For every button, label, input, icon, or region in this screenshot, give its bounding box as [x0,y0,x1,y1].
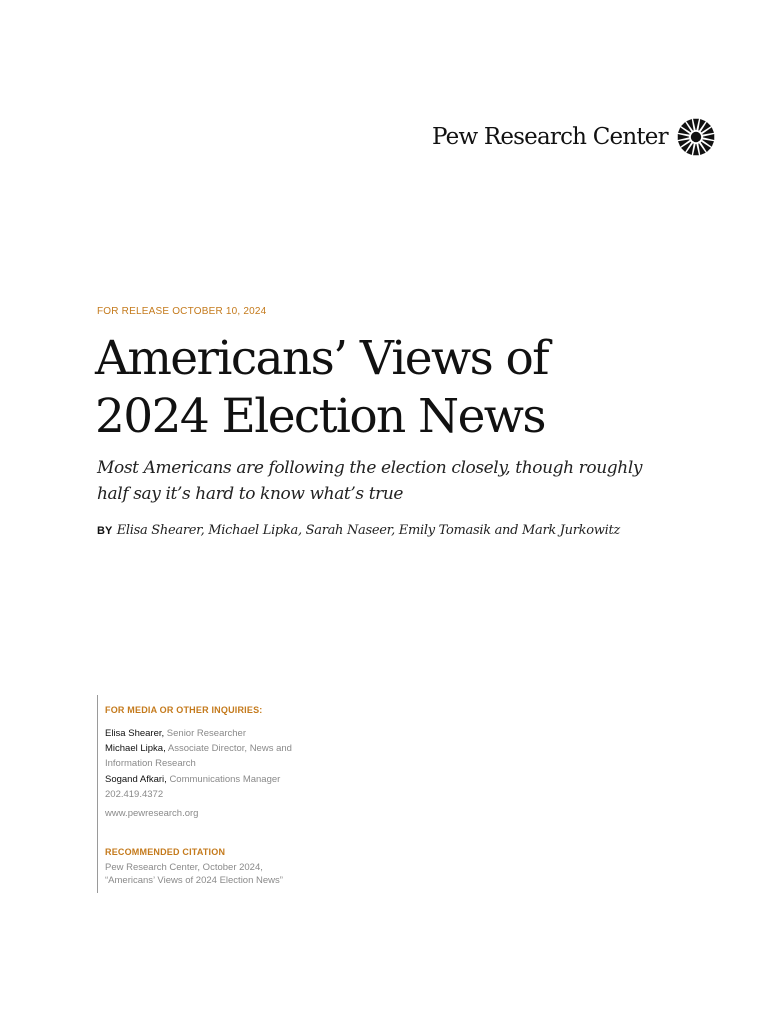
sunburst-ray [693,119,699,130]
title-line-2: 2024 Election News [95,389,545,444]
citation-line-2: “Americans’ Views of 2024 Election News” [105,875,283,886]
subtitle-line-2: half say it’s hard to know what’s true [97,484,404,504]
sunburst-ray [703,134,714,140]
report-title [95,330,548,446]
logo-text: Pew Research Center [432,124,668,150]
contact-name: Michael Lipka, [105,743,166,754]
contact-role: Associate Director, News and [167,743,292,754]
pew-logo [432,117,716,157]
contact-role: Communications Manager [169,774,281,785]
contact-role-continued: Information Research [105,758,196,769]
citation-line-1: Pew Research Center, October 2024, [105,862,263,873]
release-date: FOR RELEASE OCTOBER 10, 2024 [97,306,267,317]
contact-elisa-shearer [105,728,246,739]
pew-sunburst-icon [676,117,716,157]
media-inquiries-heading: FOR MEDIA OR OTHER INQUIRIES: [105,705,263,715]
contact-michael-lipka [105,743,292,754]
contact-sogand-afkari [105,774,280,785]
contact-phone: 202.419.4372 [105,789,164,800]
media-contact-box [97,695,357,893]
report-subtitle [97,455,697,507]
sunburst-ray [678,134,689,140]
byline-authors: Elisa Shearer, Michael Lipka, Sarah Naseer, Emily Tomasik and Mark Jurkowitz [116,523,620,538]
contact-name: Sogand Afkari, [105,774,167,785]
sunburst-ray [693,144,699,155]
website-link[interactable]: www.pewresearch.org [105,808,199,819]
byline-label: BY [97,525,113,537]
citation-heading: RECOMMENDED CITATION [105,847,226,857]
byline [97,521,620,539]
contact-role: Senior Researcher [166,728,247,739]
title-line-1: Americans’ Views of [95,331,548,386]
subtitle-line-1: Most Americans are following the election closely, though roughly [97,458,643,478]
contact-name: Elisa Shearer, [105,728,165,739]
